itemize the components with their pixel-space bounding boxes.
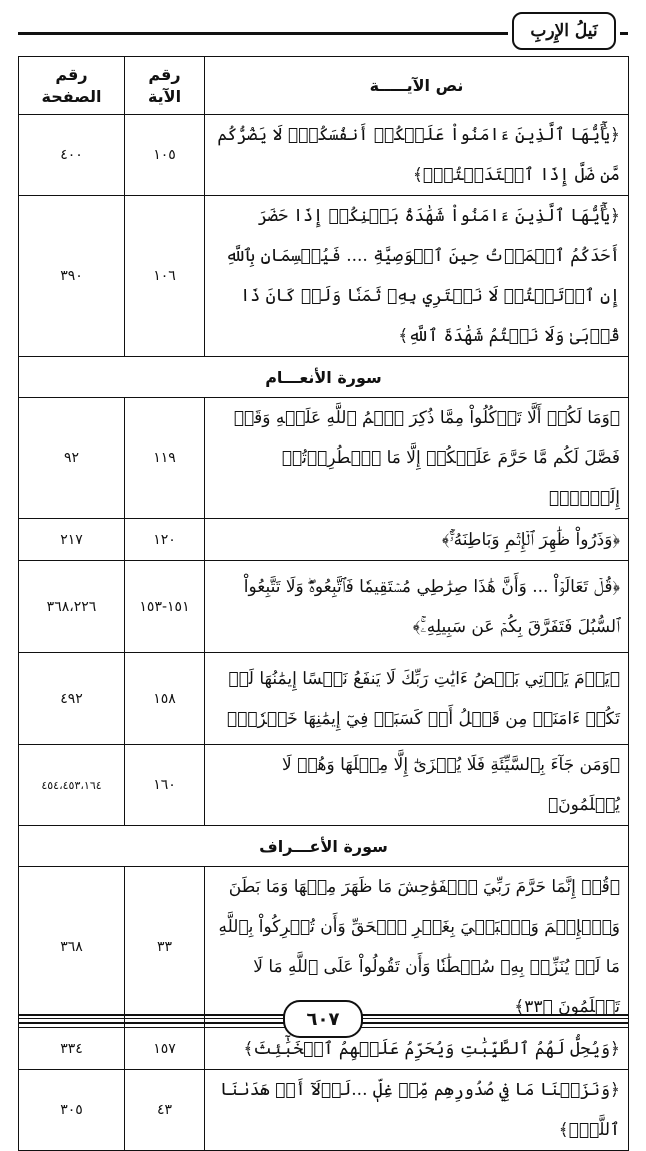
page-number-badge: ٦٠٧ <box>283 1000 363 1038</box>
verse-text: ﴿وَيُحِلُّ لَهُمُ ٱلطَّيِّبَٰتِ وَيُحَرِّمُ عَلَيۡهِمُ ٱلۡخَبَٰٓئِثَ﴾ <box>205 1028 629 1070</box>
verse-text: ﴿قُلۡ إِنَّمَا حَرَّمَ رَبِّيَ ٱلۡفَوَٰحِشَ مَا ظَهَرَ مِنۡهَا وَمَا بَطَنَ وَٱلۡإِثۡمَ وَٱلۡبَغۡيَ بِغَيۡرِ ٱلۡحَقِّ وَأَن تُشۡرِكُواْ بِٱللَّهِ مَا لَمۡ يُنَزِّلۡ بِهِۦ سُلۡطَٰنٗا وَأَن تَقُولُواْ عَلَى ٱللَّهِ مَا لَا تَعۡلَمُونَ ﴿٣٣﴾ <box>205 867 629 1028</box>
page-number: ٣٦٨،٢٢٦ <box>19 561 125 653</box>
table-row <box>19 745 629 826</box>
table-header-row <box>19 57 629 115</box>
header-rule-end <box>620 32 628 35</box>
ayah-number: ١٥١-١٥٣ <box>125 561 205 653</box>
verse-text: ﴿يَٰٓأَيُّهَا ٱلَّذِينَ ءَامَنُواْ عَلَيۡكُمۡ أَنفُسَكُمۡۖ لَا يَضُرُّكُم مَّن ضَلَّ إِذَا ٱهۡتَدَيۡتُمۡۚ﴾ <box>205 115 629 196</box>
header-ayah-number: رقم الآية <box>125 57 205 115</box>
table-row <box>19 1070 629 1151</box>
verse-text: ﴿يَٰٓأَيُّهَا ٱلَّذِينَ ءَامَنُواْ شَهَٰدَةُ بَيۡنِكُمۡ إِذَا حَضَرَ أَحَدَكُمُ ٱلۡمَوۡتُ حِينَ ٱلۡوَصِيَّةِ .... فَيُقۡسِمَانِ بِٱللَّهِ إِنِ ٱرۡتَبۡتُمۡ لَا نَشۡتَرِي بِهِۦ ثَمَنٗا وَلَوۡ كَانَ ذَا قُرۡبَىٰ وَلَا نَكۡتُمُ شَهَٰدَةَ ٱللَّهِ﴾ <box>205 196 629 357</box>
header-verse-text: نص الآيـــــة <box>205 57 629 115</box>
verse-text: ﴿وَمَن جَآءَ بِٱلسَّيِّئَةِ فَلَا يُجۡزَىٰٓ إِلَّا مِثۡلَهَا وَهُمۡ لَا يُظۡلَمُونَ﴾ <box>205 745 629 826</box>
table-row <box>19 398 629 519</box>
page-number: ٤٠٠ <box>19 115 125 196</box>
page-number: ٢١٧ <box>19 519 125 561</box>
page-number: ٣٦٨ <box>19 867 125 1028</box>
verse-text: ﴿وَذَرُواْ ظَٰهِرَ ٱلۡإِثۡمِ وَبَاطِنَهُۥٓۚ﴾ <box>205 519 629 561</box>
verse-text: ﴿قُلۡ تَعَالَوۡاْ ... وَأَنَّ هَٰذَا صِرَٰطِي مُسۡتَقِيمٗا فَٱتَّبِعُوهُۖ وَلَا تَتَّبِعُواْ ٱلسُّبُلَ فَتَفَرَّقَ بِكُمۡ عَن سَبِيلِهِۦۚ﴾ <box>205 561 629 653</box>
table-row <box>19 653 629 745</box>
ayah-number: ١١٩ <box>125 398 205 519</box>
verse-text: ﴿وَنَزَعۡنَا مَا فِي صُدُورِهِم مِّنۡ غِلّٖ ...لَوۡلَآ أَنۡ هَدَىٰنَا ٱللَّهُۖ﴾ <box>205 1070 629 1151</box>
surah-heading: سورة الأعـــراف <box>19 826 629 867</box>
verse-text: ﴿وَمَا لَكُمۡ أَلَّا تَأۡكُلُواْ مِمَّا ذُكِرَ ٱسۡمُ ٱللَّهِ عَلَيۡهِ وَقَدۡ فَصَّلَ لَكُم مَّا حَرَّمَ عَلَيۡكُمۡ إِلَّا مَا ٱضۡطُرِرۡتُمۡ إِلَيۡهِۗ﴾ <box>205 398 629 519</box>
page-number: ٣٠٥ <box>19 1070 125 1151</box>
ayah-number: ٤٣ <box>125 1070 205 1151</box>
table-row <box>19 561 629 653</box>
ayah-number: ١٠٦ <box>125 196 205 357</box>
ayah-number: ١٦٠ <box>125 745 205 826</box>
page-footer <box>18 1000 628 1040</box>
page-number: ٤٥٤،٤٥٣،١٦٤ <box>19 745 125 826</box>
table-row <box>19 196 629 357</box>
surah-heading-row <box>19 826 629 867</box>
ayah-number: ١٠٥ <box>125 115 205 196</box>
ayah-number: ١٢٠ <box>125 519 205 561</box>
table-row <box>19 519 629 561</box>
page-number: ٤٩٢ <box>19 653 125 745</box>
verse-index-table <box>18 56 629 1151</box>
ayah-number: ٣٣ <box>125 867 205 1028</box>
header-page-number: رقم الصفحة <box>19 57 125 115</box>
ayah-number: ١٥٨ <box>125 653 205 745</box>
page-number: ٣٣٤ <box>19 1028 125 1070</box>
surah-heading-row <box>19 357 629 398</box>
verse-text: ﴿يَوۡمَ يَأۡتِي بَعۡضُ ءَايَٰتِ رَبِّكَ لَا يَنفَعُ نَفۡسًا إِيمَٰنُهَا لَمۡ تَكُنۡ ءَامَنَتۡ مِن قَبۡلُ أَوۡ كَسَبَتۡ فِيٓ إِيمَٰنِهَا خَيۡرٗاۗ﴾ <box>205 653 629 745</box>
header-rule <box>18 32 508 35</box>
book-title: نَيلُ الإِربِ <box>512 12 616 50</box>
page-number: ٩٢ <box>19 398 125 519</box>
ayah-number: ١٥٧ <box>125 1028 205 1070</box>
page-number: ٣٩٠ <box>19 196 125 357</box>
surah-heading: سورة الأنعـــام <box>19 357 629 398</box>
table-row <box>19 115 629 196</box>
page-header <box>18 12 628 52</box>
